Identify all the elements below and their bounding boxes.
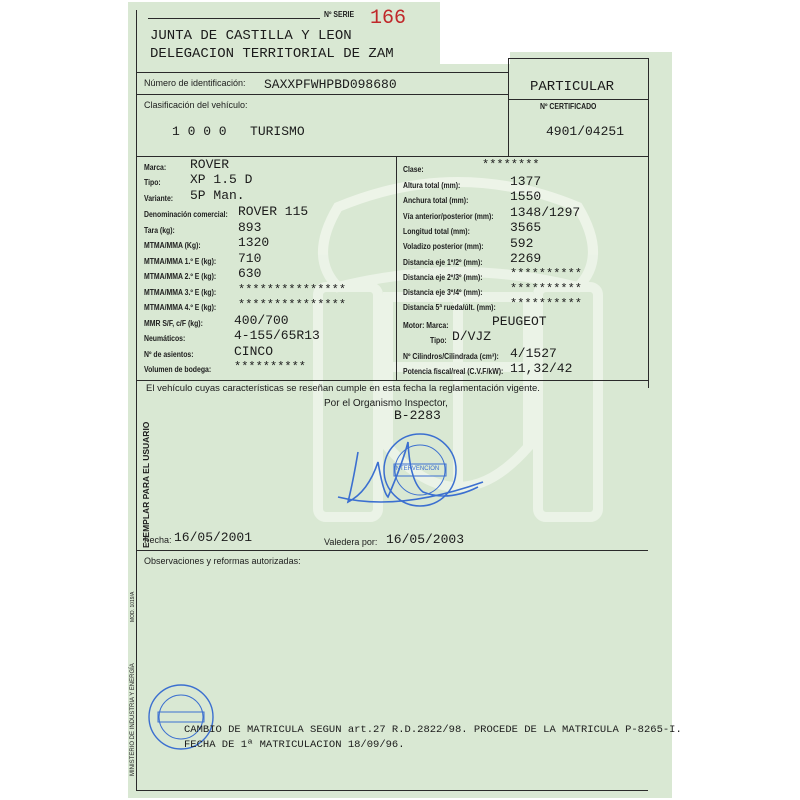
value-mtma-4e: *************** bbox=[238, 298, 347, 312]
observations-line-2: FECHA DE 1ª MATRICULACION 18/09/96. bbox=[184, 739, 405, 751]
fecha-label: Fecha: bbox=[144, 535, 172, 545]
label-voladizo: Voladizo posterior (mm): bbox=[403, 242, 484, 251]
label-mmr: MMR S/F, c/F (kg): bbox=[144, 319, 203, 328]
value-altura: 1377 bbox=[510, 174, 542, 189]
label-motor-tipo: Tipo: bbox=[430, 336, 447, 345]
value-variante: 5P Man. bbox=[190, 188, 245, 203]
label-tipo: Tipo: bbox=[144, 178, 161, 187]
observations-label: Observaciones y reformas autorizadas: bbox=[144, 556, 301, 566]
valid-value: 16/05/2003 bbox=[386, 532, 465, 547]
value-distancia-23: ********** bbox=[510, 267, 583, 281]
value-marca: ROVER bbox=[190, 157, 230, 172]
label-bodega: Volumen de bodega: bbox=[144, 365, 212, 374]
title-line-2: DELEGACION TERRITORIAL DE ZAM bbox=[150, 46, 394, 62]
label-cilindros: Nº Cilindros/Cilindrada (cm³): bbox=[403, 352, 499, 361]
copy-label: EJEMPLAR PARA EL USUARIO bbox=[141, 421, 151, 548]
label-distancia-12: Distancia eje 1º/2º (mm): bbox=[403, 258, 483, 267]
label-denominacion: Denominación comercial: bbox=[144, 210, 228, 219]
label-mtma: MTMA/MMA (Kg): bbox=[144, 241, 201, 250]
identification-value: SAXXPFWHPBD098680 bbox=[264, 77, 397, 92]
valid-label: Valedera por: bbox=[324, 537, 378, 547]
classification-label: Clasificación del vehículo: bbox=[144, 100, 248, 110]
value-anchura: 1550 bbox=[510, 189, 542, 204]
serie-label: Nº SERIE bbox=[324, 10, 355, 19]
label-anchura: Anchura total (mm): bbox=[403, 196, 469, 205]
value-cilindros: 4/1527 bbox=[510, 346, 557, 361]
label-potencia: Potencia fiscal/real (C.V.F/kW): bbox=[403, 367, 504, 376]
value-distancia-12: 2269 bbox=[510, 251, 542, 266]
label-longitud: Longitud total (mm): bbox=[403, 227, 470, 236]
value-tipo: XP 1.5 D bbox=[190, 172, 253, 187]
value-voladizo: 592 bbox=[510, 236, 534, 251]
value-mtma-3e: *************** bbox=[238, 283, 347, 297]
value-tara: 893 bbox=[238, 220, 262, 235]
compliance-text: El vehículo cuyas características se reseñan cumple en esta fecha la reglamentación vigente. bbox=[146, 383, 540, 394]
label-altura: Altura total (mm): bbox=[403, 181, 461, 190]
ministry-label: MINISTERIO DE INDUSTRIA Y ENERGÍA bbox=[130, 663, 136, 776]
label-variante: Variante: bbox=[144, 194, 174, 203]
serie-number: 166 bbox=[370, 7, 407, 30]
label-mtma-1e: MTMA/MMA 1.º E (kg): bbox=[144, 257, 217, 266]
value-clase: ******** bbox=[482, 158, 540, 172]
value-bodega: ********** bbox=[234, 360, 307, 374]
value-motor-marca: PEUGEOT bbox=[492, 314, 547, 329]
stamp-mid-text: INTERVENCION bbox=[394, 466, 440, 472]
value-distancia-34: ********** bbox=[510, 282, 583, 296]
value-via: 1348/1297 bbox=[510, 205, 581, 220]
value-mmr: 400/700 bbox=[234, 313, 289, 328]
value-asientos: CINCO bbox=[234, 344, 274, 359]
particular-value: PARTICULAR bbox=[530, 79, 615, 95]
label-mtma-2e: MTMA/MMA 2.º E (kg): bbox=[144, 272, 217, 281]
classification-value: 1 0 0 0 TURISMO bbox=[172, 124, 305, 139]
label-distancia-34: Distancia eje 3º/4º (mm): bbox=[403, 288, 483, 297]
form-code: MOD. 1019/A bbox=[130, 591, 136, 622]
label-mtma-4e: MTMA/MMA 4.º E (kg): bbox=[144, 303, 217, 312]
value-potencia: 11,32/42 bbox=[510, 361, 573, 376]
observations-line-1: CAMBIO DE MATRICULA SEGUN art.27 R.D.2822/98. PROCEDE DE LA MATRICULA P-8265-I. bbox=[184, 724, 682, 736]
label-tara: Tara (kg): bbox=[144, 226, 175, 235]
value-motor-tipo: D/VJZ bbox=[452, 329, 492, 344]
certificate-paper bbox=[128, 2, 682, 798]
label-marca: Marca: bbox=[144, 163, 167, 172]
inspector-code: B-2283 bbox=[394, 408, 441, 423]
label-distancia-5r: Distancia 5ª rueda/últ. (mm): bbox=[403, 303, 496, 312]
label-asientos: Nº de asientos: bbox=[144, 350, 194, 359]
value-distancia-5r: ********** bbox=[510, 297, 583, 311]
label-mtma-3e: MTMA/MMA 3.º E (kg): bbox=[144, 288, 217, 297]
value-mtma-1e: 710 bbox=[238, 251, 262, 266]
label-clase: Clase: bbox=[403, 165, 424, 174]
fecha-value: 16/05/2001 bbox=[174, 530, 253, 545]
certificate-label: Nº CERTIFICADO bbox=[540, 102, 597, 111]
label-via: Vía anterior/posterior (mm): bbox=[403, 212, 494, 221]
label-motor-marca: Motor: Marca: bbox=[403, 321, 449, 330]
value-longitud: 3565 bbox=[510, 220, 542, 235]
value-denominacion: ROVER 115 bbox=[238, 204, 309, 219]
identification-label: Número de identificación: bbox=[144, 78, 246, 88]
label-neumaticos: Neumáticos: bbox=[144, 334, 186, 343]
value-mtma-2e: 630 bbox=[238, 266, 262, 281]
title-line-1: JUNTA DE CASTILLA Y LEON bbox=[150, 28, 352, 44]
label-distancia-23: Distancia eje 2º/3º (mm): bbox=[403, 273, 483, 282]
value-mtma: 1320 bbox=[238, 235, 270, 250]
inspector-label: Por el Organismo Inspector, bbox=[324, 398, 448, 409]
certificate-value: 4901/04251 bbox=[546, 124, 625, 139]
value-neumaticos: 4-155/65R13 bbox=[234, 328, 320, 343]
